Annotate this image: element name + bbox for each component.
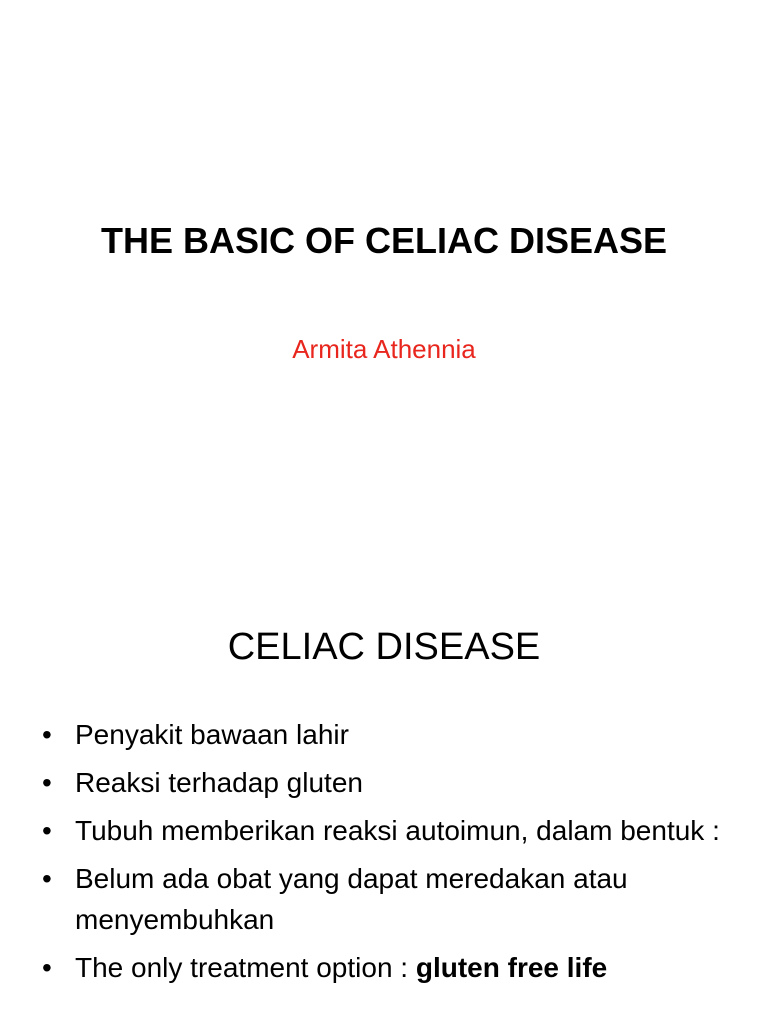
slide-heading: CELIAC DISEASE [227,626,541,668]
bullet-list [40,714,740,995]
bullet-item: • Reaksi terhadap gluten [40,762,740,803]
treatment-emphasis: gluten free life [415,952,608,983]
bullet-item-treatment [40,947,740,988]
bullet-item: • Belum ada obat yang dapat meredakan atau menyembuhkan [40,858,740,940]
content-slide [0,584,768,1024]
bullet-item: • Tubuh memberikan reaksi autoimun, dalam bentuk : [40,810,740,851]
slide-title: THE BASIC OF CELIAC DISEASE [100,220,668,261]
slide-subtitle-author: Armita Athennia [292,334,476,364]
bullet-item: • Penyakit bawaan lahir [40,714,740,755]
treatment-label: The only treatment option : [75,952,416,983]
